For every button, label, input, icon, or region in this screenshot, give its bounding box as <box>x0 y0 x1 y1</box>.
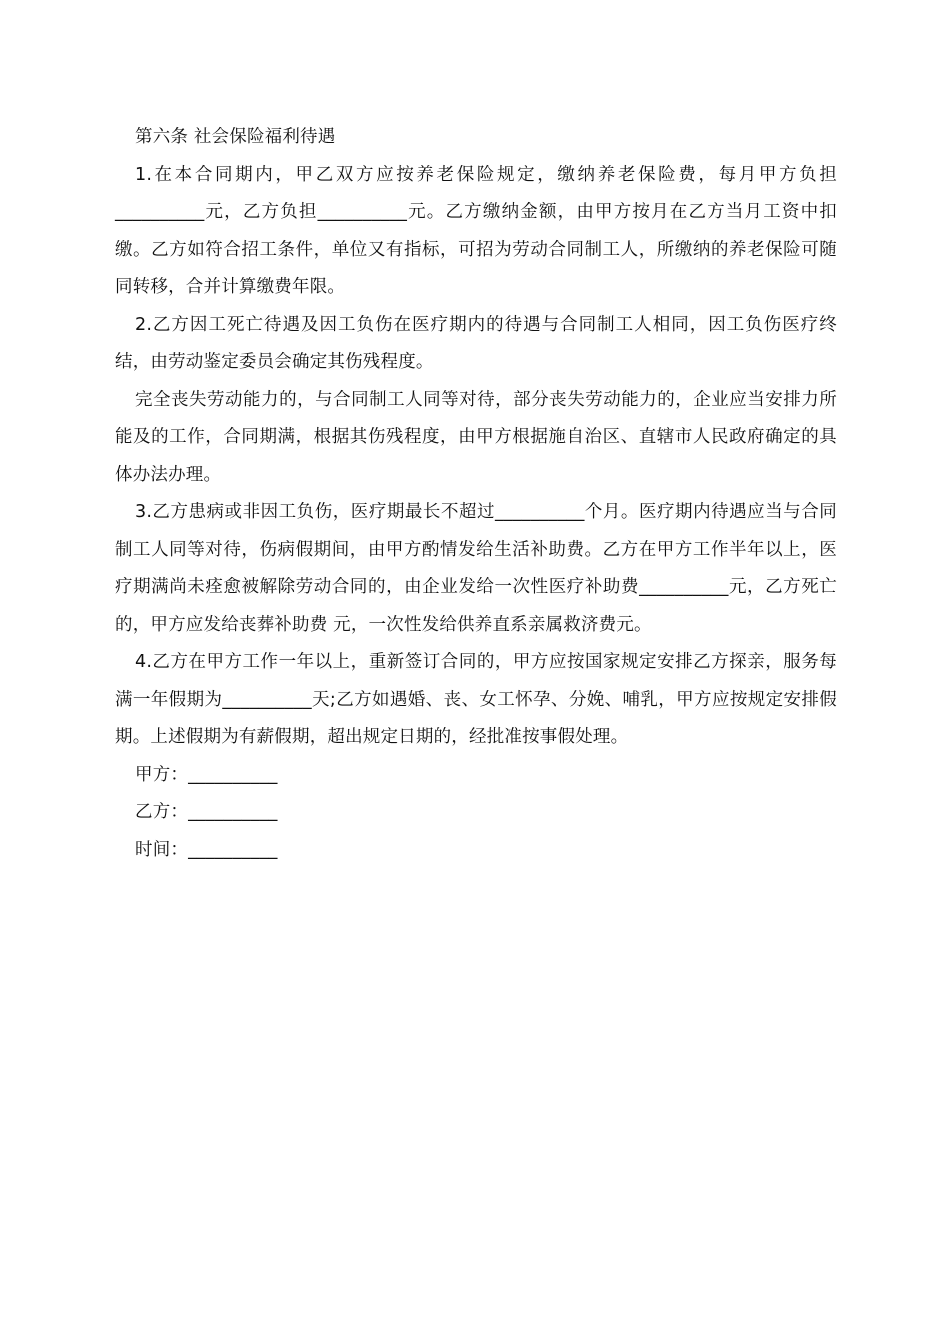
signature-party-b: 乙方：__________ <box>135 802 278 822</box>
signature-party-a: 甲方：__________ <box>135 764 278 785</box>
paragraph-work-injury: 2.乙方因工死亡待遇及因工负伤在医疗期内的待遇与合同制工人相同，因工负伤医疗终结，由劳动鉴定委员会确定其伤残程度。 <box>115 314 837 372</box>
document-body <box>115 119 837 869</box>
paragraph-disability: 完全丧失劳动能力的，与合同制工人同等对待，部分丧失劳动能力的，企业应当安排力所能及的工作，合同期满，根据其伤残程度，由甲方根据施自治区、直辖市人民政府确定的具体办法办理。 <box>115 389 837 485</box>
paragraph-home-leave: 4.乙方在甲方工作一年以上，重新签订合同的，甲方应按国家规定安排乙方探亲，服务每满一年假期为__________天;乙方如遇婚、丧、女工怀孕、分娩、哺乳，甲方应按规定安排假期。上述假期为有薪假期，超出规定日期的，经批准按事假处理。 <box>115 652 837 747</box>
paragraph-sick-leave: 3.乙方患病或非因工负伤，医疗期最长不超过__________个月。医疗期内待遇应当与合同制工人同等对待，伤病假期间，由甲方酌情发给生活补助费。乙方在甲方工作半年以上，医疗期满尚未痊愈被解除劳动合同的，由企业发给一次性医疗补助费__________元，乙方死亡的，甲方应发给丧葬补助费 元，一次性发给供养直系亲属救济费元。 <box>115 502 837 635</box>
section-heading: 第六条 社会保险福利待遇 <box>135 127 336 147</box>
paragraph-pension-insurance: 1.在本合同期内，甲乙双方应按养老保险规定，缴纳养老保险费，每月甲方负担__________元，乙方负担__________元。乙方缴纳金额，由甲方按月在乙方当月工资中扣缴。乙方如符合招工条件，单位又有指标，可招为劳动合同制工人，所缴纳的养老保险可随同转移，合并计算缴费年限。 <box>115 164 837 297</box>
signature-time: 时间：__________ <box>135 839 278 860</box>
